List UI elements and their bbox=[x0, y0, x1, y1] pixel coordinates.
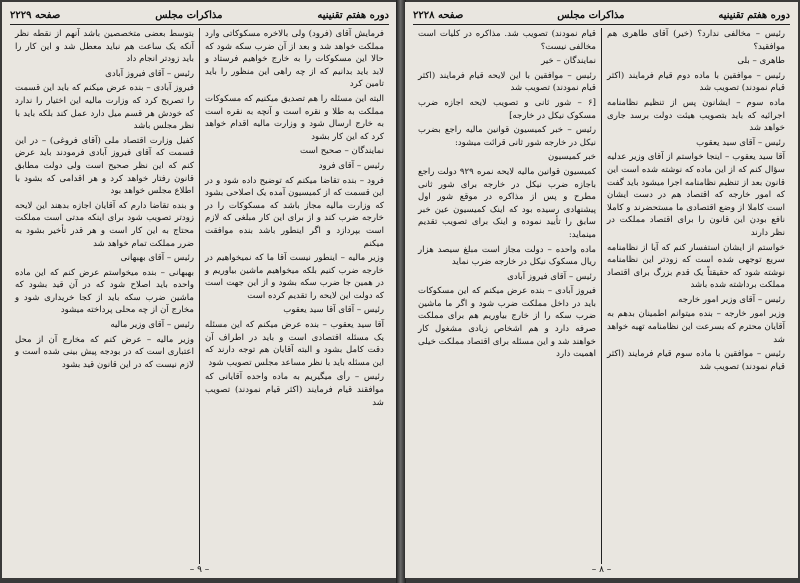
text-columns bbox=[413, 28, 790, 564]
paragraph: وزیر مالیه – اینطور نیست آقا ما که نمیخواهیم در خارجه ضرب کنیم بلکه میخواهیم ماشین بیاوریم و در همین جا ضرب سکه بشود و از این جهت است که دولت این لایحه را تقدیم کرده است bbox=[205, 253, 384, 301]
paragraph: رئیس – موافقین با ماده سوم قیام فرمایند (اکثر قیام نمودند) تصویب شد bbox=[607, 349, 785, 372]
session-label: دوره هفتم تقنینیه bbox=[317, 9, 389, 21]
paragraph: رئیس – آقای بهبهانی bbox=[120, 253, 194, 264]
column-left bbox=[10, 28, 199, 564]
paragraph: آقا سید یعقوب – اینجا خواستم از آقای وزیر عدلیه سؤال کنم که از این ماده که نوشته شده است این قانون بعد از تنظیم نظامنامه اجرا میشود باید گفت که امور خارجه که اقتصاد هم در دست ایشان است کاملا از وضع اقتصادی ما مستحضرند و کاملا نافع بودن این قانون را برای اقتصاد مملکت در نظر دارند bbox=[607, 152, 785, 238]
paragraph: فیروز آبادی – بنده عرض میکنم که باید این قسمت را تصریح کرد که وزارت مالیه این اختیار را ندارد که خودش هر قسم میل دارد عمل کند بلکه باید با نظر مجلس باشد bbox=[15, 83, 194, 132]
paragraph: کفیل وزارت اقتصاد ملی (آقای فروغی) – در این قسمت که آقای فیروز آبادی فرمودند باید عرض کنم که این نظر صحیح است ولی دولت مطابق قانون رفتار خواهد کرد و هر اقدامی که بشود با اطلاع مجلس خواهد بود bbox=[15, 135, 194, 197]
paragraph: وزیر امور خارجه – بنده میتوانم اطمینان بدهم به آقایان محترم که بسرعت این نظامنامه تهیه خواهد شد bbox=[607, 309, 785, 345]
page-footer: – ۹ – bbox=[189, 565, 210, 575]
paragraph: آقا سید یعقوب – بنده عرض میکنم که این مسئله یک مسئله اقتصادی است و باید در اطراف آن دقت کامل بشود و البته آقایان هم توجه دارند که این مسئله باید با نظر مساعد مجلس تصویب شود bbox=[205, 320, 384, 368]
text-columns bbox=[10, 28, 389, 564]
paragraph: فیروز آبادی – بنده عرض میکنم که این مسکوکات باید در داخل مملکت ضرب شود و اگر ما ماشین ضرب سکه را از خارج بیاوریم هم برای مملکت صرفه دارد و هم اشخاص زیادی مشغول کار خواهند شد و این مسئله برای اقتصاد مملکت خیلی اهمیت دارد bbox=[418, 286, 596, 360]
right-page bbox=[405, 2, 798, 578]
paragraph: رئیس – آقای فرود bbox=[318, 160, 384, 171]
paragraph: رئیس – آقای وزیر امور خارجه bbox=[678, 294, 785, 305]
paragraph: رئیس – رأی میگیریم به ماده واحده آقایانی که موافقند قیام فرمایند (اکثر قیام نمودند) تصویب شد bbox=[205, 372, 384, 408]
paragraph: نمایندگان – صحیح است bbox=[300, 146, 384, 157]
page-header bbox=[413, 6, 790, 25]
paragraph: رئیس – آقای فیروز آبادی bbox=[105, 68, 194, 79]
paragraph: رئیس – آقای آقا سید یعقوب bbox=[283, 305, 384, 316]
paragraph: ماده واحده – دولت مجاز است مبلغ سیصد هزار ریال مسکوک نیکل در خارجه ضرب نماید bbox=[418, 244, 596, 268]
paragraph: کمیسیون قوانین مالیه لایحه نمره ۹۲۹ دولت راجع باجازه ضرب نیکل در خارجه برای شور ثانی مطرح و پس از مذاکره در موقع شور اول پیشنهادی رسیده بود که اینک کمیسیون عین خبر سابق را تأیید نموده و اینک برای تصویب تقدیم مینماید: bbox=[418, 166, 596, 240]
paragraph: رئیس – خبر کمیسیون قوانین مالیه راجع بضرب نیکل در خارجه شور ثانی قرائت میشود: bbox=[418, 125, 596, 148]
paragraph: رئیس – آقای سید یعقوب bbox=[696, 137, 785, 148]
page-number: صفحه ۲۲۲۹ bbox=[10, 9, 61, 21]
paragraph: رئیس – آقای فیروز آبادی bbox=[507, 271, 596, 282]
paragraph: قیام نمودند) تصویب شد. مذاکره در کلیات است مخالفی نیست؟ bbox=[418, 29, 596, 52]
paragraph: وزیر مالیه – عرض کنم که مخارج آن از محل اعتباری است که در بودجه پیش بینی شده است و لازم نیست که در این قانون قید بشود bbox=[15, 334, 194, 370]
paragraph: [۶ – شور ثانی و تصویب لایحه اجازه ضرب مسکوک نیکل در خارجه] bbox=[418, 97, 596, 121]
paragraph: بهبهانی – بنده میخواستم عرض کنم که این ماده واحده باید اصلاح شود که در آن قید بشود که ماشین ضرب سکه باید از کجا خریداری شود و مخارج آن از چه محلی پرداخته میشود bbox=[15, 267, 194, 316]
paragraph: بتوسط بعضی متخصصین باشد آنهم از نقطه نظر آنکه یک ساعت هم نباید معطل شد و این کار را باید زودتر انجام داد bbox=[15, 29, 194, 65]
paragraph: و بنده تقاضا دارم که آقایان اجازه بدهند این لایحه زودتر تصویب شود برای اینکه مدتی است مملکت محتاج به این کار است و هر قدر تأخیر بشود به ضرر مملکت تمام خواهد شد bbox=[15, 200, 194, 249]
page-number: صفحه ۲۲۲۸ bbox=[413, 9, 464, 21]
paragraph: طاهری – بلی bbox=[737, 56, 785, 67]
paragraph: فرود – بنده تقاضا میکنم که توضیح داده شود و در این قسمت که از کمیسیون آمده یک اصلاحی بشود که وزارت مالیه مجاز باشد که مسکوکات را در خارجه ضرب کند و از برای این کار مبلغی که لازم است بپردازد و اگر اینطور باشد بنده موافقت میکنم bbox=[205, 175, 384, 249]
column-right bbox=[200, 28, 389, 564]
paragraph: رئیس – موافقین با ماده دوم قیام فرمایند (اکثر قیام نمودند) تصویب شد bbox=[607, 70, 785, 94]
paragraph: خبر کمیسیون bbox=[547, 152, 596, 163]
paragraph: رئیس – موافقین با این لایحه قیام فرمایند (اکثر قیام نمودند) تصویب شد bbox=[418, 70, 596, 94]
column-left bbox=[413, 28, 601, 564]
paragraph: ماده سوم – ایشانون پس از تنظیم نظامنامه اجرائیه که باید بتصویب هیئت دولت برسد جاری خواهد شد bbox=[607, 97, 785, 134]
paragraph: خواستم از ایشان استفسار کنم که آیا از نظامنامه سریع توجهی شده است که زودتر این نظامنامه نوشته شود که حقیقتاً یک قدم بزرگ برای اقتصاد مملکت برداشته شده باشد bbox=[607, 242, 785, 291]
paragraph: رئیس – آقای وزیر مالیه bbox=[110, 320, 194, 331]
journal-title: مذاکرات مجلس bbox=[557, 9, 625, 21]
session-label: دوره هفتم تقنینیه bbox=[718, 9, 790, 21]
paragraph: رئیس – مخالفی ندارد؟ (خیر) آقای طاهری هم موافقید؟ bbox=[607, 29, 785, 52]
journal-title: مذاکرات مجلس bbox=[155, 9, 223, 21]
paragraph: البته این مسئله را هم تصدیق میکنیم که مسکوکات مملکت به طلا و نقره است و آنچه به نقره است به خارج ارسال شود و وزارت مالیه اقدام خواهد کرد که این کار بشود bbox=[205, 93, 384, 142]
page-footer: – ۸ – bbox=[591, 565, 612, 575]
page-header bbox=[10, 6, 389, 25]
left-page bbox=[2, 2, 397, 578]
column-right bbox=[602, 28, 790, 564]
paragraph: نمایندگان – خیر bbox=[541, 56, 596, 67]
paragraph: فرمایش آقای (فرود) ولی بالاخره مسکوکاتی وارد مملکت خواهد شد و بعد از آن ضرب سکه شود که حالا این مسکوکات را به خارج خواهیم فرستاد و لابد باید بدانیم که از چه راهی این منظور را باید تامین کرد bbox=[205, 29, 384, 90]
